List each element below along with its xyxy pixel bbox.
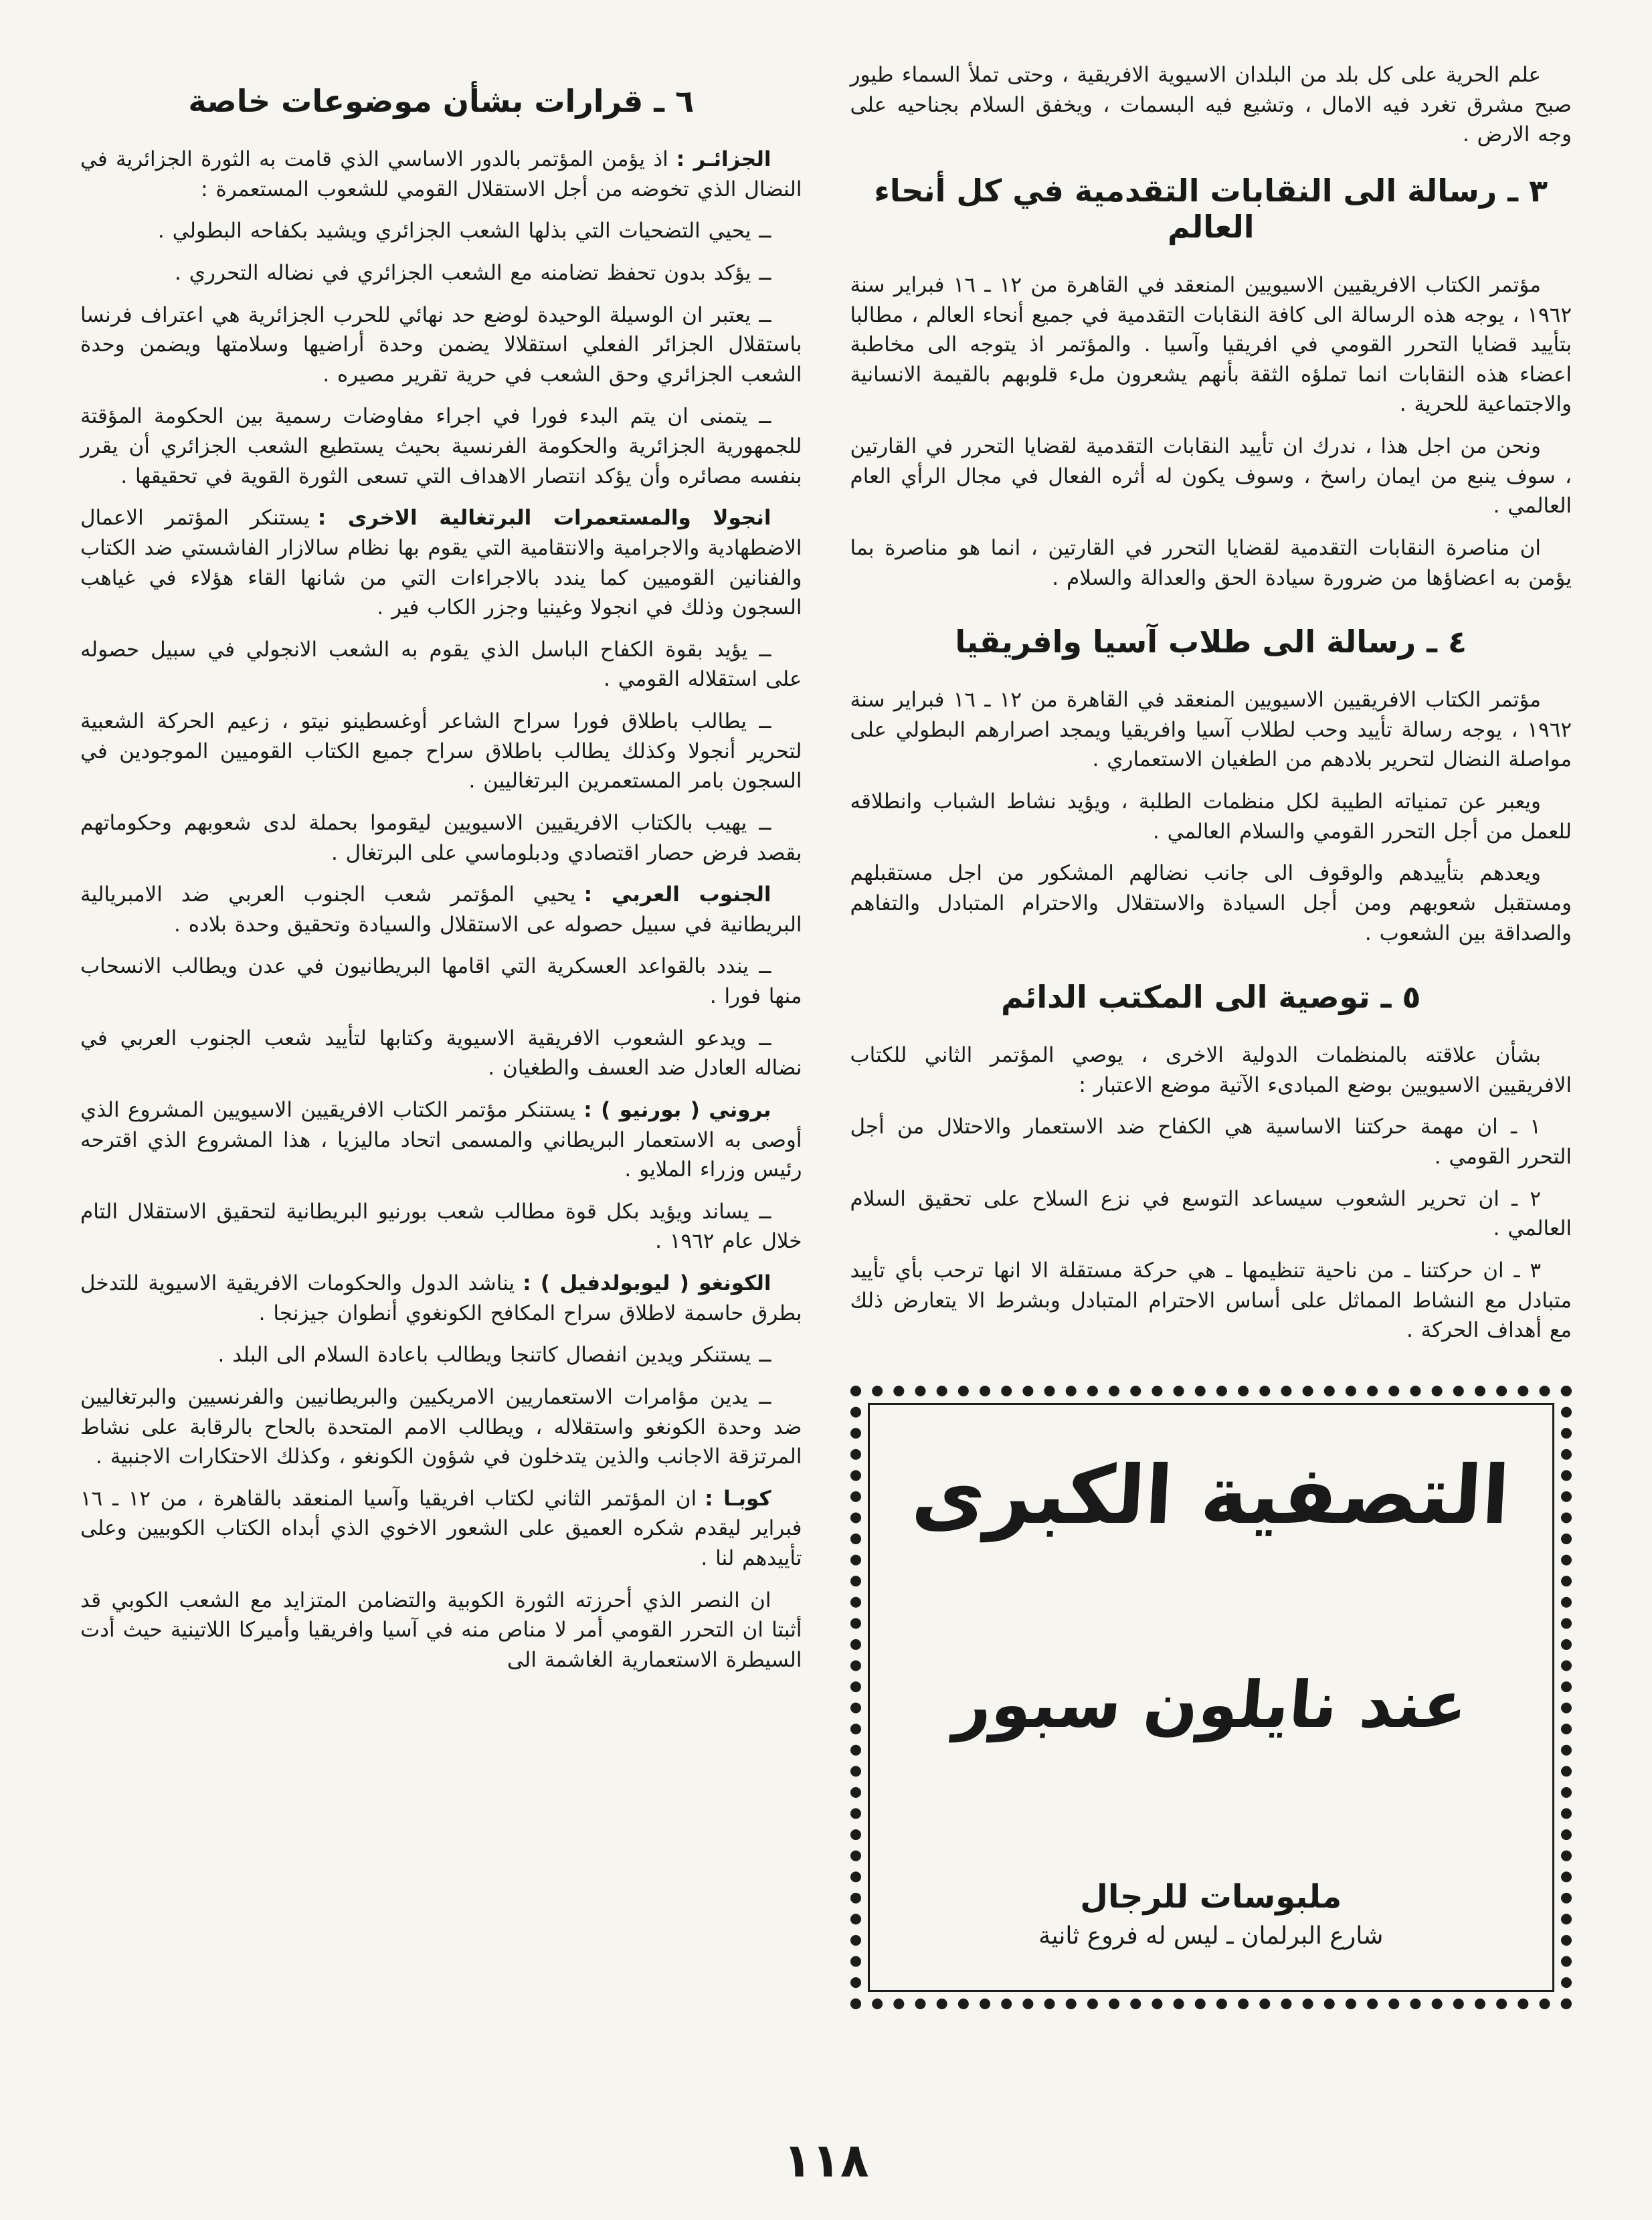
dash-item — [80, 216, 802, 246]
paragraph-lead: كوبـا : — [705, 1486, 771, 1511]
paragraph-text: ــ يؤيد بقوة الكفاح الباسل الذي يقوم به الشعب الانجولي في سبيل حصوله على استقلاله القومي . — [80, 637, 802, 692]
two-column-layout — [80, 60, 1572, 2009]
column-left — [80, 60, 802, 1687]
paragraph-text: يستنكر مؤتمر الكتاب الافريقيين الاسيويين المشروع الذي أوصى به الاستعمار البريطاني والمسمى اتحاد ماليزيا ، هذا المشروع الذي اقترحه رئيس وزراء الملايو . — [80, 1097, 802, 1182]
paragraph-lead: الجزائـر : — [676, 147, 771, 171]
paragraph-text: يستنكر المؤتمر الاعمال الاضطهادية والاجرامية والانتقامية التي يقوم بها نظام سالازار الفاشستي ضد الكتاب والفنانين القوميين كما يندد بالاجراءات التي من شانها القاء هؤلاء في غياهب السجون وذلك في انجولا وغينيا وجزر الكاب فير . — [80, 506, 802, 620]
page-number: ١١٨ — [783, 2133, 869, 2188]
advertisement-subtitle: ملبوسات للرجال — [1080, 1877, 1342, 1916]
dash-item — [80, 1197, 802, 1257]
paragraph-text: اذ يؤمن المؤتمر بالدور الاساسي الذي قامت به الثورة الجزائرية في النضال الذي تخوضه من أجل الاستقلال القومي للشعوب المستعمرة : — [80, 147, 802, 201]
paragraph-text: ــ يعتبر ان الوسيلة الوحيدة لوضع حد نهائي للحرب الجزائرية هي اعتراف فرنسا باستقلال الجزائر الفعلي استقلالا يضمن وحدة أراضيها وسلامتها ويضمن وحدة الشعب الجزائري وحق الشعب في حرية تقرير مصيره . — [80, 302, 802, 387]
paragraph-text: ــ يؤكد بدون تحفظ تضامنه مع الشعب الجزائري في نضاله التحرري . — [175, 260, 771, 285]
paragraph-text: ــ يدين مؤامرات الاستعماريين الامريكيين والبريطانيين والفرنسيين والبرتغاليين ضد وحدة الكونغو واستقلاله ، ويطالب الامم المتحدة بالحاح بالرقابة على نشاط المرتزقة الاجانب والذين يتدخلون في شؤون الكونغو ، وكذلك الاحتكارات الاجنبية . — [80, 1384, 802, 1469]
body-paragraph — [80, 1586, 802, 1675]
body-paragraph: مؤتمر الكتاب الافريقيين الاسيويين المنعقد في القاهرة من ١٢ ـ ١٦ فبراير سنة ١٩٦٢ ، يوجه رسالة تأييد وحب لطلاب آسيا وافريقيا ويمجد اصرارهم البطولي على مواصلة النضال لتحرير بلادهم من الطغيان الاستعماري . — [850, 688, 1572, 772]
body-paragraph — [80, 1269, 802, 1328]
dash-item — [80, 401, 802, 491]
body-paragraph: ويعدهم بتأييدهم والوقوف الى جانب نضالهم المشكور من اجل مستقبلهم ومستقبل شعوبهم ومن أجل السيادة والاستقلال والاحترام المتبادل والتفاهم والصداقة بين الشعوب . — [850, 861, 1572, 945]
advertisement-brand-name: عند نايلون سبور — [951, 1667, 1471, 1743]
paragraph-text: يناشد الدول والحكومات الافريقية الاسيوية للتدخل بطرق حاسمة لاطلاق سراح المكافح الكونغوي أنطوان جيزنجا . — [80, 1271, 802, 1325]
paragraph-text: ان المؤتمر الثاني لكتاب افريقيا وآسيا المنعقد بالقاهرة ، من ١٢ ـ ١٦ فبراير ليقدم شكره العميق على الشعور الاخوي الذي أبداه الكتاب الكوبيين وعلى تأييدهم لنا . — [80, 1486, 802, 1570]
paragraph-text: ــ يتمنى ان يتم البدء فورا في اجراء مفاوضات رسمية بين الحكومة المؤقتة للجمهورية الجزائرية والحكومة الفرنسية بحيث يستطيع الشعب الجزائري أن يقرر بنفسه مصائره وأن يؤكد انتصار الاهداف التي تسعى الثورة القوية في تحقيقها . — [80, 404, 802, 488]
paragraph-text: ان النصر الذي أحرزته الثورة الكوبية والتضامن المتزايد مع الشعب الكوبي قد أثبتا ان التحرر القومي أمر لا مناص منه في آسيا وافريقيا وأميركا اللاتينية حيث أدت السيطرة الاستعمارية الغاشمة الى — [80, 1588, 802, 1672]
paragraph-text: ــ يهيب بالكتاب الافريقيين الاسيويين ليقوموا بحملة لدى شعوبهم وحكوماتهم بقصد فرض حصار اقتصادي ودبلوماسي على البرتغال . — [80, 810, 802, 865]
body-paragraph: ونحن من اجل هذا ، ندرك ان تأييد النقابات التقدمية لقضايا التحرر في القارتين ، سوف ينبع من ايمان راسخ ، وسوف يكون له أثره الفعال في مجال الرأي العام العالمي . — [850, 434, 1572, 519]
advertisement-title: التصفية الكبرى — [909, 1449, 1512, 1542]
advertisement-inner-frame — [868, 1403, 1555, 1992]
paragraph-lead: انجولا والمستعمرات البرتغالية الاخرى : — [317, 506, 771, 531]
paragraph-text: ــ يطالب باطلاق فورا سراح الشاعر أوغسطينو نيتو ، زعيم الحركة الشعبية لتحرير أنجولا وكذلك يطالب باطلاق سراح جميع الكتاب القوميين الموجودين في السجون بامر المستعمرين البرتغاليين . — [80, 709, 802, 794]
paragraph-text: ــ يندد بالقواعد العسكرية التي اقامها البريطانيون في عدن ويطالب الانسحاب منها فورا . — [80, 954, 802, 1008]
body-paragraph — [80, 1095, 802, 1185]
paragraph-lead: الكونغو ( ليوبولدفيل ) : — [523, 1271, 771, 1295]
section-heading-3: ٣ ـ رسالة الى النقابات التقدمية في كل أنحاء العالم — [874, 172, 1548, 245]
paragraph-text: ــ يساند ويؤيد بكل قوة مطالب شعب بورنيو البريطانية لتحقيق الاستقلال التام خلال عام ١٩٦٢ . — [80, 1199, 802, 1254]
dash-item — [80, 258, 802, 288]
dash-item — [80, 1340, 802, 1370]
dash-item — [80, 707, 802, 796]
section-heading-6: ٦ ـ قرارات بشأن موضوعات خاصة — [188, 83, 695, 119]
body-paragraph — [80, 880, 802, 939]
dash-item — [80, 808, 802, 868]
body-paragraph: ان مناصرة النقابات التقدمية لقضايا التحرر في القارتين ، انما هو مناصرة بما يؤمن به اعضاؤها من ضرورة سيادة الحق والعدالة والسلام . — [850, 535, 1572, 590]
body-paragraph: ويعبر عن تمنياته الطيبة لكل منظمات الطلبة ، ويؤيد نشاط الشباب وانطلاقه للعمل من أجل التحرر القومي والسلام العالمي . — [850, 790, 1572, 844]
advertisement-box — [850, 1386, 1572, 2009]
numbered-point-2: ٢ ـ ان تحرير الشعوب سيساعد التوسع في نزع السلاح على تحقيق السلام العالمي . — [850, 1186, 1572, 1241]
paragraph-text: ــ ويدعو الشعوب الافريقية الاسيوية وكتابها لتأييد شعب الجنوب العربي في نضاله العادل ضد العسف والطغيان . — [80, 1026, 802, 1081]
dash-item — [80, 635, 802, 695]
paragraph-text: يحيي المؤتمر شعب الجنوب العربي ضد الامبريالية البريطانية في سبيل حصوله عى الاستقلال والسيادة وتحقيق وحدة بلاده . — [80, 883, 802, 937]
paragraph-text: ــ يستنكر ويدين انفصال كاتنجا ويطالب باعادة السلام الى البلد . — [217, 1343, 771, 1368]
numbered-point-1: ١ ـ ان مهمة حركتنا الاساسية هي الكفاح ضد الاستعمار والاحتلال من أجل التحرر القومي . — [850, 1115, 1572, 1169]
body-paragraph — [80, 145, 802, 204]
column-right — [850, 60, 1572, 2009]
paragraph-text: ــ يحيي التضحيات التي بذلها الشعب الجزائري ويشيد بكفاحه البطولي . — [157, 219, 771, 244]
numbered-point-3: ٣ ـ ان حركتنا ـ من ناحية تنظيمها ـ هي حركة مستقلة الا انها ترحب بأي تأييد متبادل مع النشاط المماثل على أساس الاحترام المتبادل وبشرط الا يتعارض ذلك مع أهداف الحركة . — [850, 1258, 1572, 1343]
dash-item — [80, 1024, 802, 1083]
paragraph-lead: بروني ( بورنيو ) : — [583, 1097, 771, 1122]
paragraph-lead: الجنوب العربي : — [583, 883, 771, 907]
section-heading-5: ٥ ـ توصية الى المكتب الدائم — [1000, 979, 1421, 1016]
advertisement-address: شارع البرلمان ـ ليس له فروع ثانية — [1038, 1922, 1384, 1950]
body-paragraph — [80, 1484, 802, 1574]
body-paragraph: بشأن علاقته بالمنظمات الدولية الاخرى ، يوصي المؤتمر الثاني للكتاب الافريقيين الاسيويين بوضع المبادىء الآتية موضع الاعتبار : — [850, 1043, 1572, 1097]
section-heading-4: ٤ ـ رسالة الى طلاب آسيا وافريقيا — [955, 624, 1467, 660]
body-paragraph — [80, 503, 802, 623]
dash-item — [80, 951, 802, 1011]
dash-item — [80, 300, 802, 390]
body-paragraph: مؤتمر الكتاب الافريقيين الاسيويين المنعقد في القاهرة من ١٢ ـ ١٦ فبراير سنة ١٩٦٢ ، يوجه هذه الرسالة الى كافة النقابات التقدمية في جميع أنحاء العالم ، مطالبا بتأييد قضايا التحرر القومي في افريقيا وآسيا . والمؤتمر اذ يتوجه الى مخاطبة اعضاء هذه النقابات انما تملؤه الثقة بأنهم يشعرون ملء قلوبهم بالقيمة الانسانية والاجتماعية للحرية . — [850, 272, 1572, 417]
body-paragraph: علم الحرية على كل بلد من البلدان الاسيوية الافريقية ، وحتى تملأ السماء طيور صبح مشرق تغرد فيه الامال ، وتشيع فيه البسمات ، ويخفق السلام بجناحيه على وجه الارض . — [850, 63, 1572, 147]
dash-item — [80, 1382, 802, 1472]
